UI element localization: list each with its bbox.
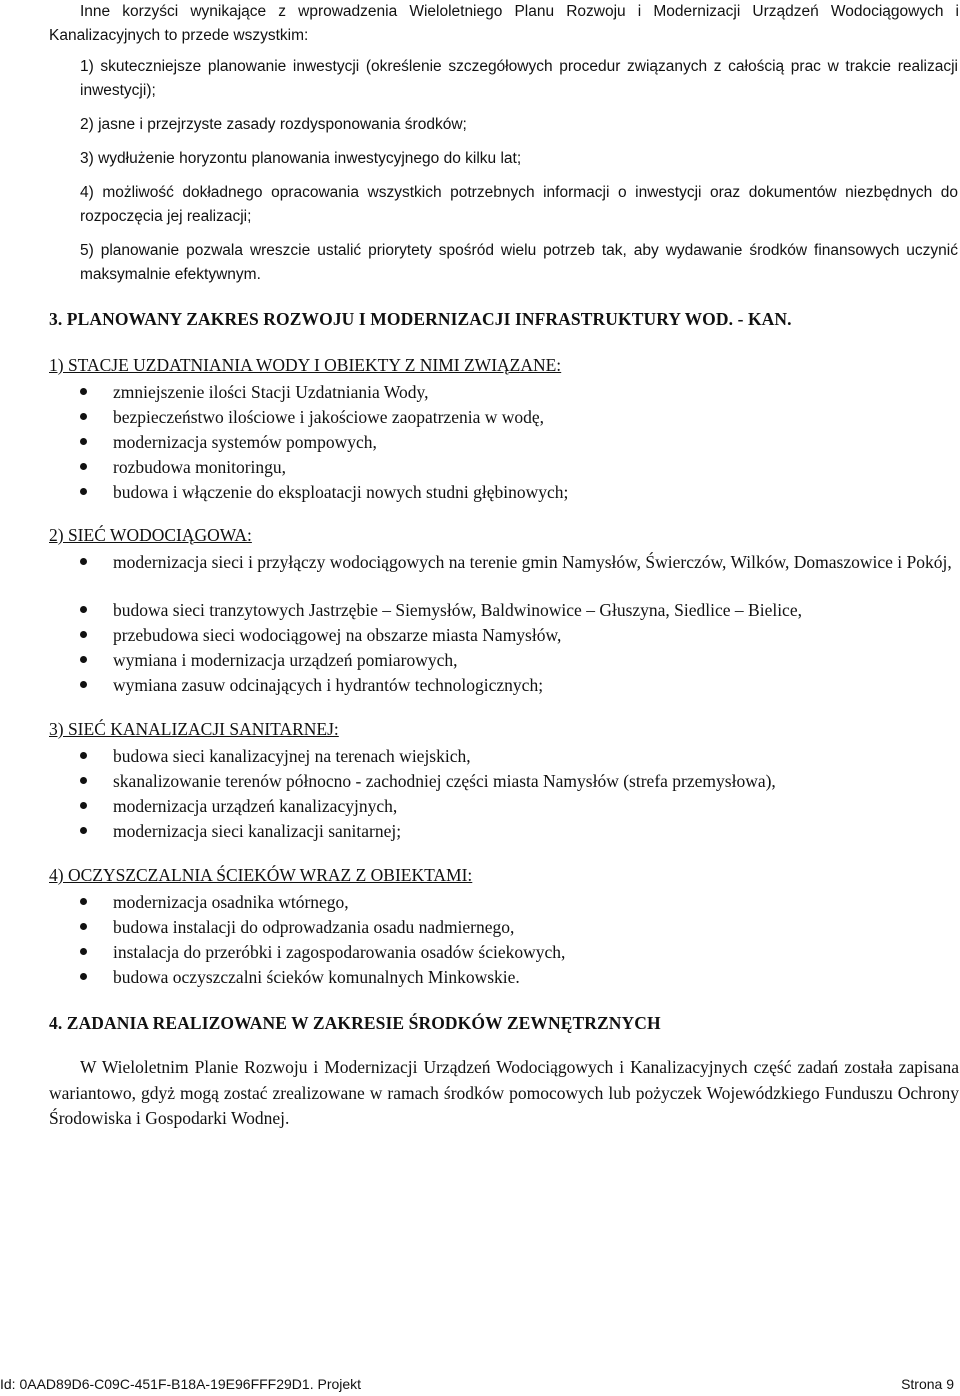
bullet-icon [80, 681, 87, 688]
bullet-icon [80, 463, 87, 470]
benefit-item-1: 1) skuteczniejsze planowanie inwestycji (określenie szczegółowych procedur związanych z całością prac w trakcie realizacji inwestycji); [80, 58, 958, 99]
bullet-icon [80, 752, 87, 759]
bullet-icon [80, 827, 87, 834]
group-1-title: 1) STACJE UZDATNIANIA WODY I OBIEKTY Z NIMI ZWIĄZANE: [49, 355, 562, 375]
bullet-icon [80, 923, 87, 930]
benefit-item-2: 2) jasne i przejrzyste zasady rozdysponowania środków; [80, 116, 467, 133]
group-1-item-3: modernizacja systemów pompowych, [113, 432, 377, 452]
section-4-heading: 4. ZADANIA REALIZOWANE W ZAKRESIE ŚRODKÓW ZEWNĘTRZNYCH [49, 1013, 661, 1033]
bullet-icon [80, 631, 87, 638]
group-1-item-2: bezpieczeństwo ilościowe i jakościowe zaopatrzenia w wodę, [113, 407, 545, 427]
bullet-icon [80, 656, 87, 663]
group-4-title: 4) OCZYSZCZALNIA ŚCIEKÓW WRAZ Z OBIEKTAMI: [49, 865, 473, 885]
group-2-item-4: wymiana i modernizacja urządzeń pomiarowych, [113, 650, 458, 670]
bullet-icon [80, 606, 87, 613]
group-3-item-3: modernizacja urządzeń kanalizacyjnych, [113, 796, 398, 816]
group-2-item-3: przebudowa sieci wodociągowej na obszarze miasta Namysłów, [113, 625, 562, 645]
page-number: Strona 9 [901, 1376, 954, 1392]
document-id: Id: 0AAD89D6-C09C-451F-B18A-19E96FFF29D1. Projekt [0, 1376, 362, 1392]
group-4-item-1: modernizacja osadnika wtórnego, [113, 892, 349, 912]
group-4-item-2: budowa instalacji do odprowadzania osadu nadmiernego, [113, 917, 515, 937]
group-3-title: 3) SIEĆ KANALIZACJI SANITARNEJ: [49, 719, 339, 739]
group-2-item-1: modernizacja sieci i przyłączy wodociągowych na terenie gmin Namysłów, Świerczów, Wilków, Domaszowice i Pokój, [113, 552, 952, 572]
group-2-item-2: budowa sieci tranzytowych Jastrzębie – Siemysłów, Baldwinowice – Głuszyna, Siedlice – Bielice, [113, 600, 802, 620]
bullet-icon [80, 388, 87, 395]
group-2-title: 2) SIEĆ WODOCIĄGOWA: [49, 525, 252, 545]
bullet-icon [80, 488, 87, 495]
benefit-item-5: 5) planowanie pozwala wreszcie ustalić priorytety spośród wielu potrzeb tak, aby wydawanie środków finansowych uczynić maksymalnie efektywnym. [80, 242, 958, 283]
group-2-item-5: wymiana zasuw odcinających i hydrantów technologicznych; [113, 675, 544, 695]
section-3-heading: 3. PLANOWANY ZAKRES ROZWOJU I MODERNIZACJI INFRASTRUKTURY WOD. - KAN. [49, 309, 792, 329]
bullet-icon [80, 558, 87, 565]
bullet-icon [80, 802, 87, 809]
group-4-item-3: instalacja do przeróbki i zagospodarowania osadów ściekowych, [113, 942, 566, 962]
group-1-item-1: zmniejszenie ilości Stacji Uzdatniania Wody, [113, 382, 429, 402]
bullet-icon [80, 438, 87, 445]
bullet-icon [80, 948, 87, 955]
benefit-item-4: 4) możliwość dokładnego opracowania wszystkich potrzebnych informacji o inwestycji oraz dokumentów niezbędnych do rozpoczęcia jej realizacji; [80, 184, 958, 225]
bullet-icon [80, 777, 87, 784]
group-1-item-4: rozbudowa monitoringu, [113, 457, 287, 477]
group-4-item-4: budowa oczyszczalni ścieków komunalnych Minkowskie. [113, 967, 520, 987]
benefit-item-3: 3) wydłużenie horyzontu planowania inwestycyjnego do kilku lat; [80, 150, 522, 167]
bullet-icon [80, 413, 87, 420]
group-3-item-2: skanalizowanie terenów północno - zachodniej części miasta Namysłów (strefa przemysłowa), [113, 771, 776, 791]
section-4-paragraph: W Wieloletnim Planie Rozwoju i Modernizacji Urządzeń Wodociągowych i Kanalizacyjnych część zadań została zapisana wariantowo, gdyż mogą zostać zrealizowane w ramach środków pomocowych lub pożyczek Wojewódzkiego Funduszu Ochrony Środowiska i Gospodarki Wodnej. [49, 1057, 959, 1128]
group-1-item-5: budowa i włączenie do eksploatacji nowych studni głębinowych; [113, 482, 569, 502]
group-3-item-4: modernizacja sieci kanalizacji sanitarnej; [113, 821, 402, 841]
intro-paragraph: Inne korzyści wynikające z wprowadzenia Wieloletniego Planu Rozwoju i Modernizacji Urządzeń Wodociągowych i Kanalizacyjnych to przede wszystkim: [49, 3, 959, 44]
bullet-icon [80, 973, 87, 980]
bullet-icon [80, 898, 87, 905]
group-3-item-1: budowa sieci kanalizacyjnej na terenach wiejskich, [113, 746, 471, 766]
